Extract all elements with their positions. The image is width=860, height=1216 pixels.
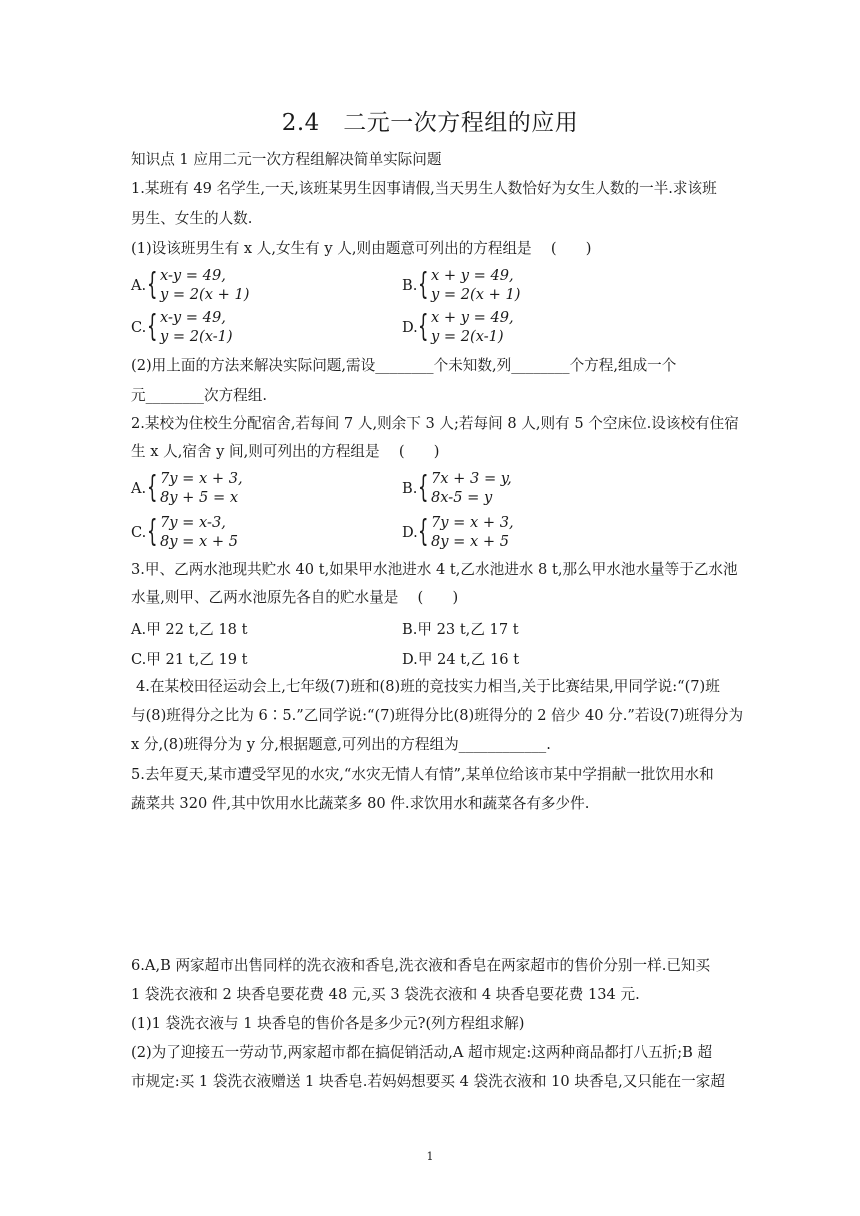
q3-option-b [402, 618, 519, 639]
option-label: C. [131, 651, 147, 668]
equation-1: x + y = 49, [431, 309, 514, 326]
q1-part2-line2: 元________次方程组. [131, 387, 267, 404]
option-text: 甲 21 t,乙 19 t [146, 651, 248, 668]
equation-1: x-y = 49, [160, 267, 226, 284]
q2-stem-line2: 生 x 人,宿舍 y 间,则可列出的方程组是 ( ) [131, 443, 440, 460]
q2-stem-line1: 2.某校为住校生分配宿舍,若每间 7 人,则余下 3 人;若每间 8 人,则有 5 个空床位.设该校有住宿 [131, 415, 739, 432]
q5-line2: 蔬菜共 320 件,其中饮用水比蔬菜多 80 件.求饮用水和蔬菜各有多少件. [131, 795, 590, 812]
equation-1: 7y = x + 3, [160, 470, 243, 487]
equation-2: y = 2(x-1) [160, 328, 233, 345]
equation-1: x-y = 49, [160, 309, 226, 326]
q1-part2-line1: (2)用上面的方法来解决实际问题,需设________个未知数,列________个方程,组成一个 [131, 357, 677, 374]
option-text: 甲 24 t,乙 16 t [417, 651, 520, 668]
option-label: C. [131, 524, 147, 541]
q1-stem-line2: 男生、女生的人数. [131, 210, 253, 227]
brace-icon: { [147, 514, 158, 549]
q1-stem-line1: 1.某班有 49 名学生,一天,该班某男生因事请假,当天男生人数恰好为女生人数的一半.求该班 [131, 180, 717, 197]
brace-icon: { [147, 309, 158, 344]
option-label: B. [402, 621, 418, 638]
q5-line1: 5.去年夏天,某市遭受罕见的水灾,“水灾无情人有情”,某单位给该市某中学捐献一批饮用水和 [131, 766, 714, 783]
option-label: D. [402, 524, 418, 541]
page-number: 1 [426, 1150, 434, 1163]
option-label: D. [402, 319, 418, 336]
q6-line3: (1)1 袋洗衣液与 1 块香皂的售价各是多少元?(列方程组求解) [131, 1015, 525, 1032]
brace-icon: { [418, 514, 429, 549]
option-text: 甲 23 t,乙 17 t [417, 621, 519, 638]
equation-2: y = 2(x-1) [431, 328, 504, 345]
brace-icon: { [418, 267, 429, 302]
option-label: D. [402, 651, 418, 668]
equation-1: 7y = x-3, [160, 514, 226, 531]
equation-2: y = 2(x + 1) [431, 286, 521, 303]
brace-icon: { [418, 470, 429, 505]
brace-icon: { [147, 470, 158, 505]
q3-option-a [131, 618, 247, 639]
q6-line5: 市规定:买 1 袋洗衣液赠送 1 块香皂.若妈妈想要买 4 袋洗衣液和 10 块香皂,又只能在一家超 [131, 1073, 725, 1090]
q3-stem-line2: 水量,则甲、乙两水池原先各自的贮水量是 ( ) [131, 589, 459, 606]
q4-line3: x 分,(8)班得分为 y 分,根据题意,可列出的方程组为____________. [131, 736, 551, 753]
option-label: A. [131, 277, 147, 294]
option-label: B. [402, 480, 418, 497]
option-label: C. [131, 319, 147, 336]
q3-stem-line1: 3.甲、乙两水池现共贮水 40 t,如果甲水池进水 4 t,乙水池进水 8 t,那么甲水池水量等于乙水池 [131, 561, 738, 578]
knowledge-point-heading: 知识点 1 应用二元一次方程组解决简单实际问题 [131, 151, 442, 168]
equation-2: y = 2(x + 1) [160, 286, 250, 303]
equation-2: 8y + 5 = x [160, 489, 239, 506]
brace-icon: { [418, 309, 429, 344]
equation-2: 8y = x + 5 [431, 533, 510, 550]
q3-option-d [402, 648, 519, 669]
option-label: B. [402, 277, 418, 294]
equation-2: 8y = x + 5 [160, 533, 239, 550]
equation-2: 8x-5 = y [431, 489, 493, 506]
q4-line1: 4.在某校田径运动会上,七年级(7)班和(8)班的竞技实力相当,关于比赛结果,甲同学说:“(7)班 [136, 678, 720, 695]
option-label: A. [131, 621, 147, 638]
q3-option-c [131, 648, 248, 669]
brace-icon: { [147, 267, 158, 302]
option-text: 甲 22 t,乙 18 t [146, 621, 248, 638]
q1-part1: (1)设该班男生有 x 人,女生有 y 人,则由题意可列出的方程组是 ( ) [131, 240, 592, 257]
page-title: 2.4 二元一次方程组的应用 [281, 110, 579, 136]
q4-line2: 与(8)班得分之比为 6∶5.”乙同学说:“(7)班得分比(8)班得分的 2 倍少 40 分.”若设(7)班得分为 [131, 707, 744, 724]
equation-1: x + y = 49, [431, 267, 514, 284]
option-label: A. [131, 480, 147, 497]
q6-line2: 1 袋洗衣液和 2 块香皂要花费 48 元,买 3 袋洗衣液和 4 块香皂要花费 134 元. [131, 986, 640, 1003]
equation-1: 7y = x + 3, [431, 514, 514, 531]
q6-line1: 6.A,B 两家超市出售同样的洗衣液和香皂,洗衣液和香皂在两家超市的售价分别一样.已知买 [131, 957, 711, 974]
equation-1: 7x + 3 = y, [431, 470, 512, 487]
q6-line4: (2)为了迎接五一劳动节,两家超市都在搞促销活动,A 超市规定:这两种商品都打八五折;B 超 [131, 1044, 713, 1061]
